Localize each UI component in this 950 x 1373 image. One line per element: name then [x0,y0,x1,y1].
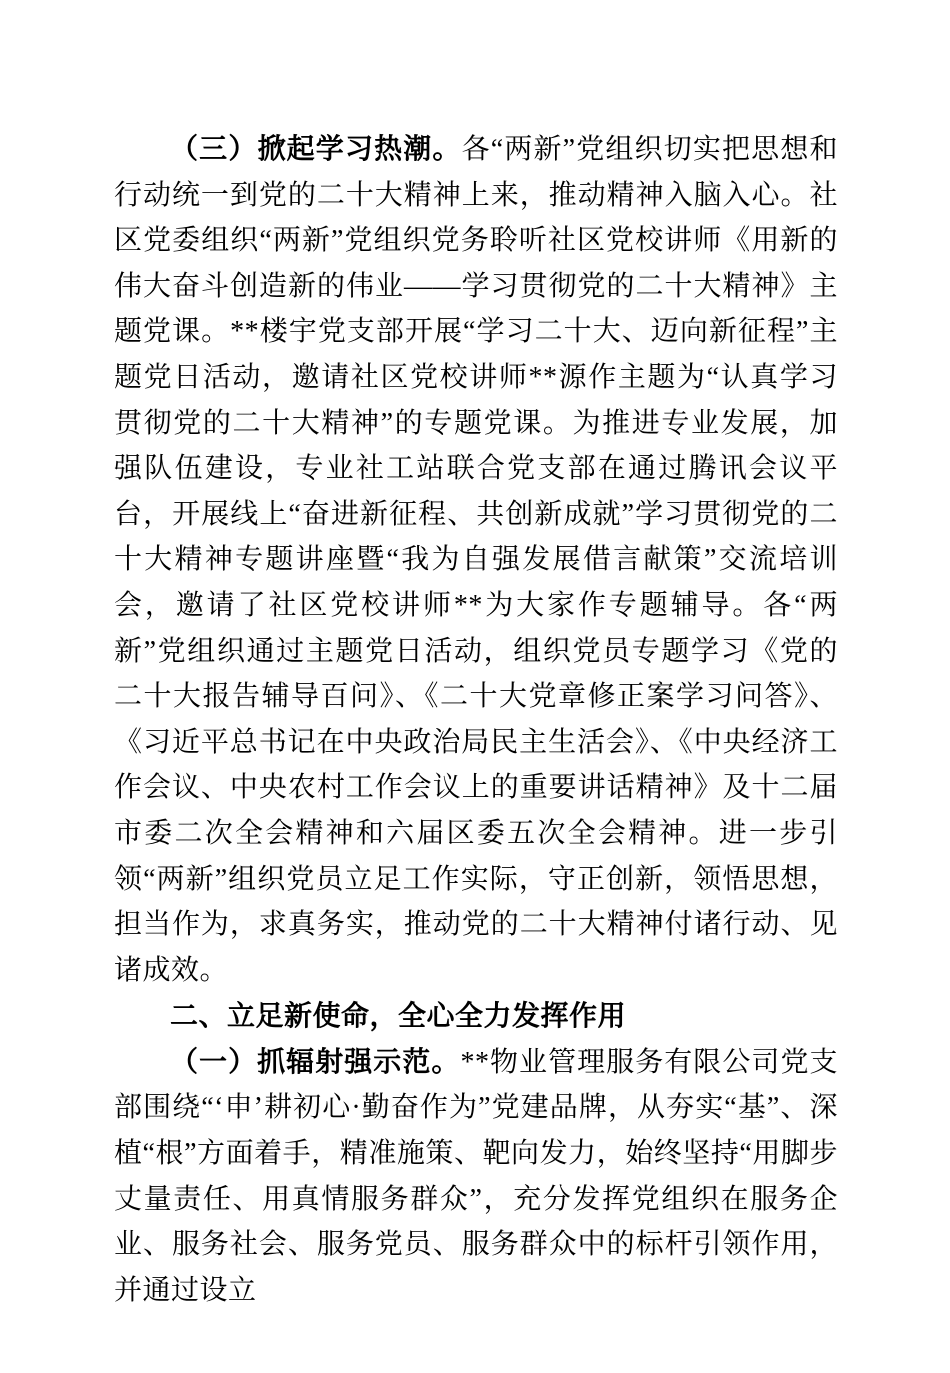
paragraph-lead-label: （一）抓辐射强示范。 [170,1045,461,1077]
paragraph-learning-upsurge [114,126,838,993]
paragraph-lead-label: （三）掀起学习热潮。 [170,133,462,164]
paragraph-body-text: **物业管理服务有限公司党支部围绕“‘申’耕初心·勤奋作为”党建品牌，从夯实“基”、深植“根”方面着手，精准施策、靶向发力，始终坚持“用脚步丈量责任、用真情服务群众”，充分发挥党组织在服务企业、服务社会、服务党员、服务群众中的标杆引领作用，并通过设立 [114,1046,838,1306]
paragraph-radiation-demonstration [114,1039,838,1314]
paragraph-body-text: 各“两新”党组织切实把思想和行动统一到党的二十大精神上来，推动精神入脑入心。社区党委组织“两新”党组织党务聆听社区党校讲师《用新的伟大奋斗创造新的伟业——学习贯彻党的二十大精神》主题党课。**楼宇党支部开展“学习二十大、迈向新征程”主题党日活动，邀请社区党校讲师**源作主题为“认真学习贯彻党的二十大精神”的专题党课。为推进专业发展，加强队伍建设，专业社工站联合党支部在通过腾讯会议平台，开展线上“奋进新征程、共创新成就”学习贯彻党的二十大精神专题讲座暨“我为自强发展借言献策”交流培训会，邀请了社区党校讲师**为大家作专题辅导。各“两新”党组织通过主题党日活动，组织党员专题学习《党的二十大报告辅导百问》、《二十大党章修正案学习问答》、《习近平总书记在中央政治局民主生活会》、《中央经济工作会议、中央农村工作会议上的重要讲话精神》及十二届市委二次全会精神和六届区委五次全会精神。进一步引领“两新”组织党员立足工作实际，守正创新，领悟思想，担当作为，求真务实，推动党的二十大精神付诸行动、见诸成效。 [114,134,838,986]
section-heading-2: 二、立足新使命，全心全力发挥作用 [170,1000,627,1032]
